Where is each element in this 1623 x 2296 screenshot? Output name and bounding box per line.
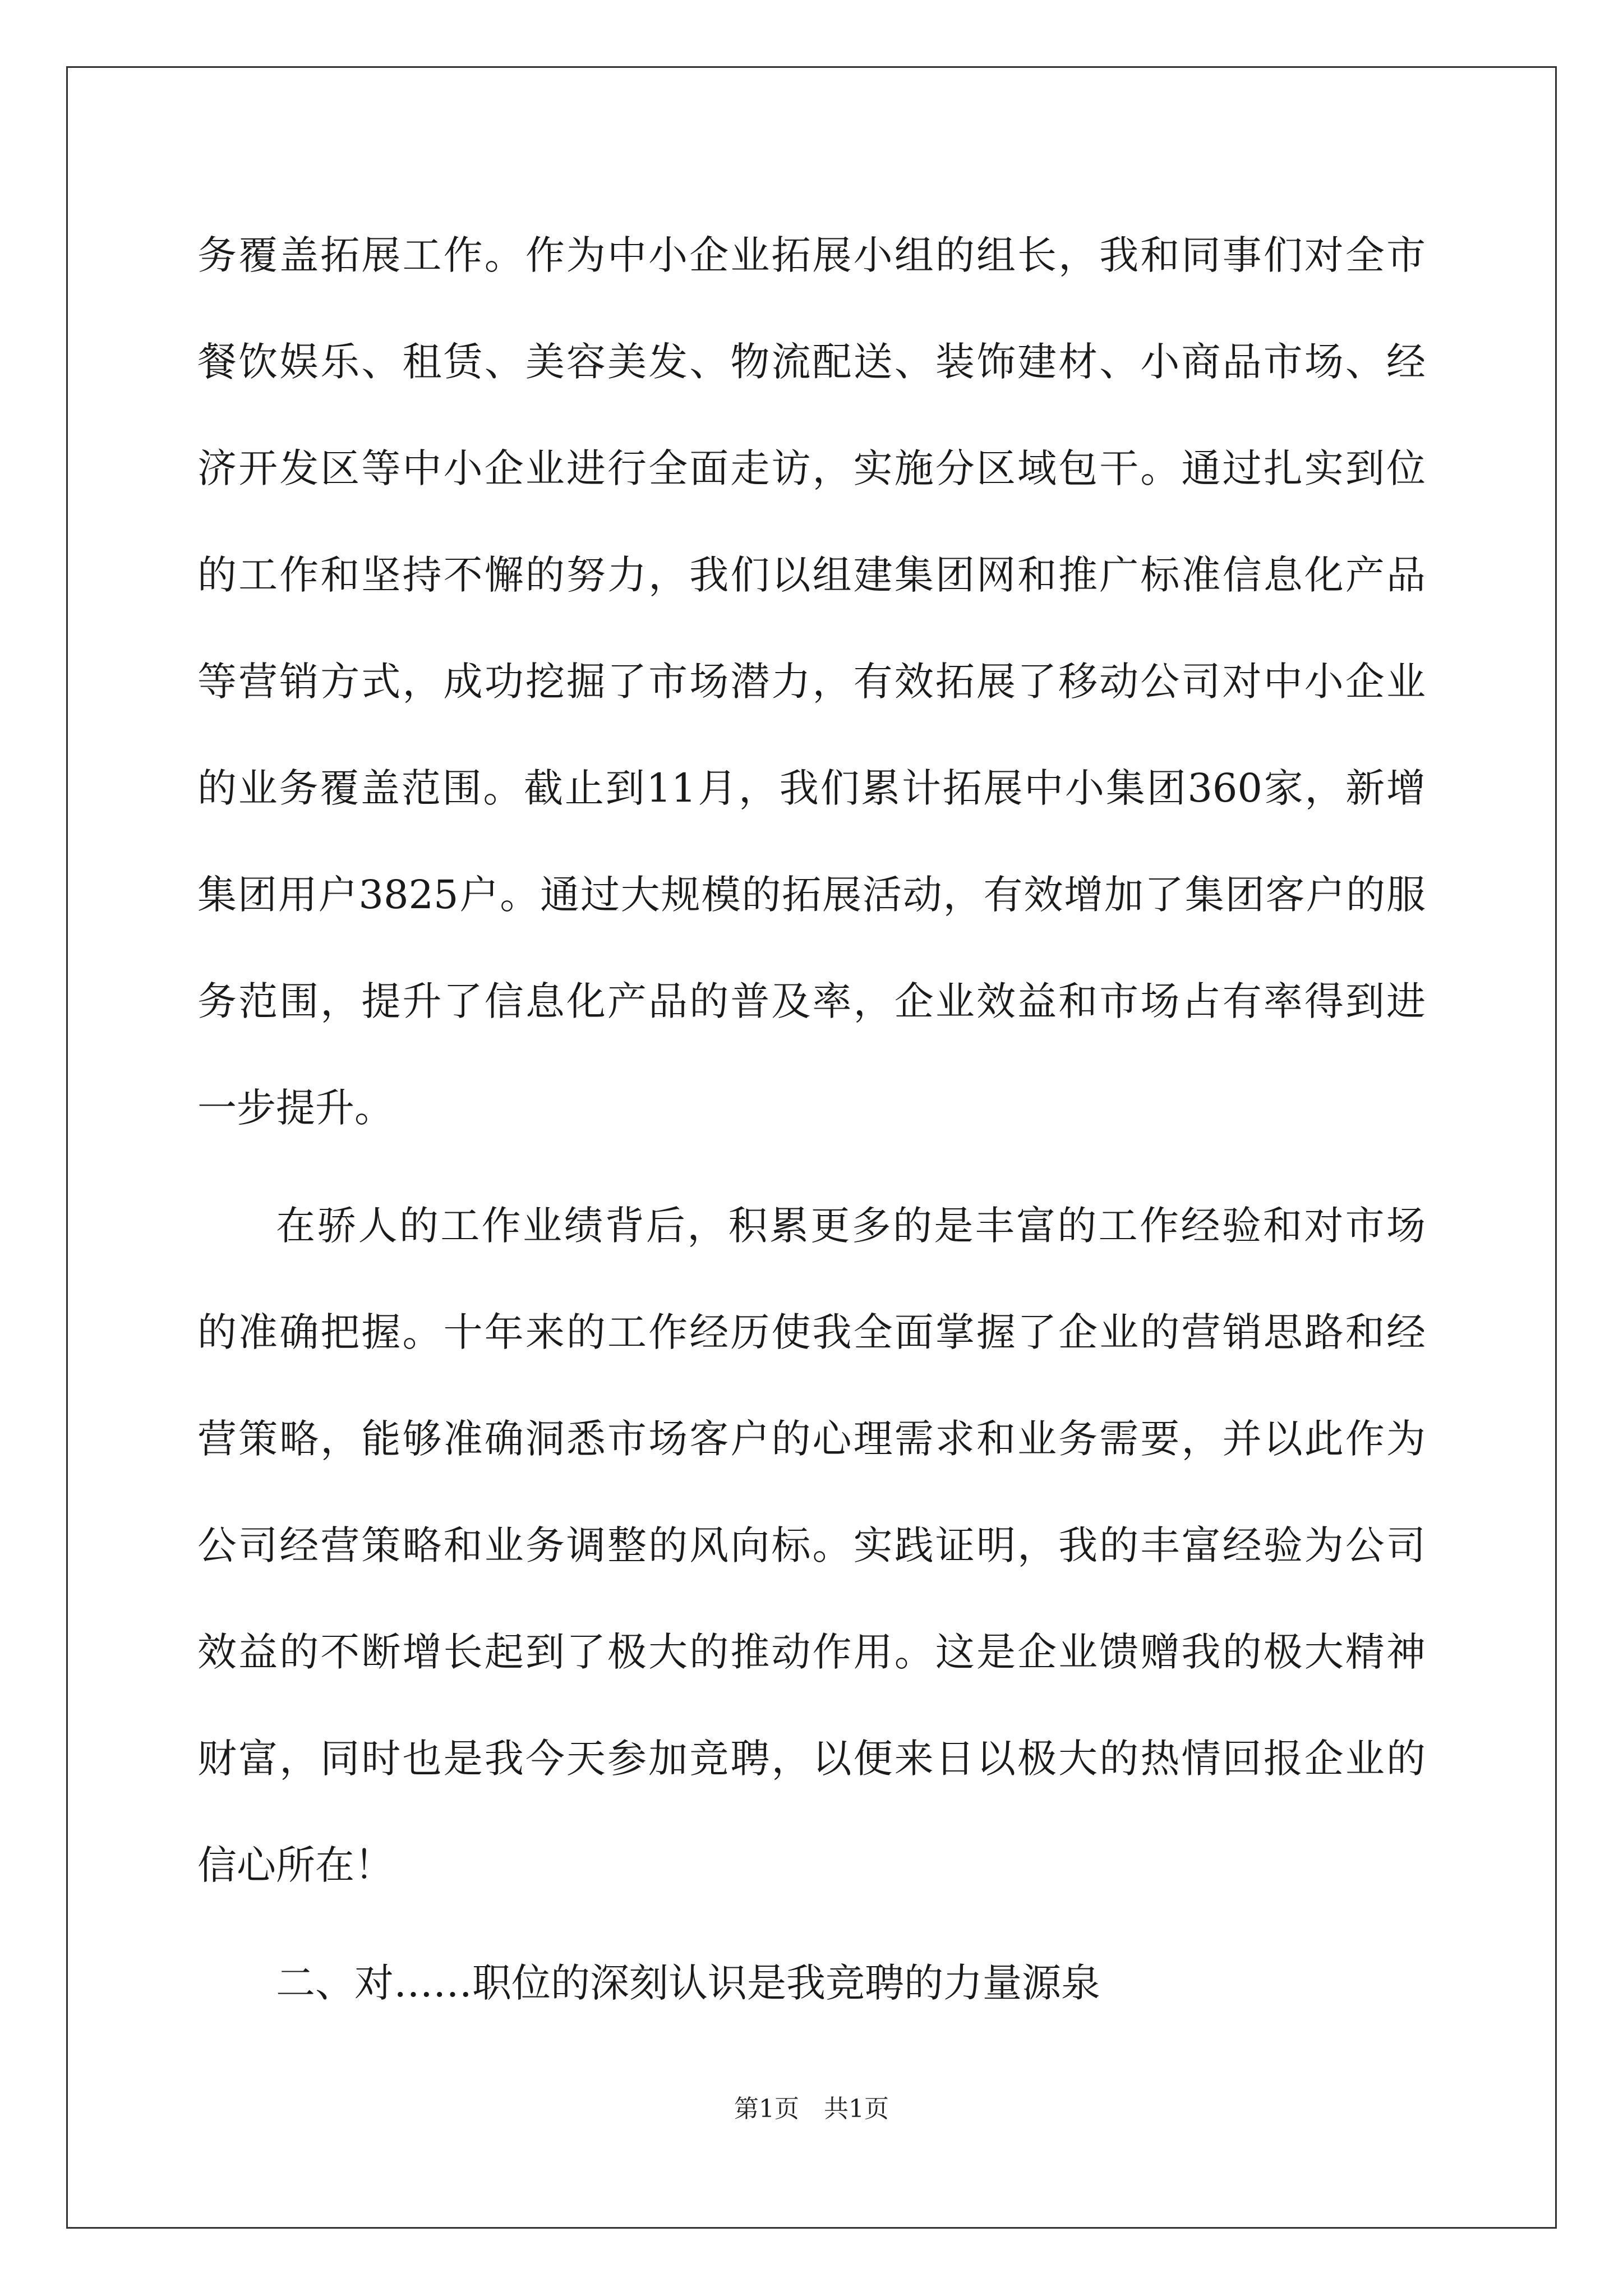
paragraph-line: 济开发区等中小企业进行全面走访，实施分区域包干。通过扎实到位	[197, 445, 1426, 491]
page-indicator: 第1页 共1页	[734, 2095, 889, 2123]
paragraph-1	[197, 202, 1426, 1161]
paragraph-line: 信心所在！	[197, 1842, 394, 1888]
document-body	[197, 202, 1426, 2036]
paragraph-2	[197, 1172, 1426, 1918]
paragraph-line: 务范围，提升了信息化产品的普及率，企业效益和市场占有率得到进	[197, 978, 1426, 1024]
paragraph-line: 营策略，能够准确洞悉市场客户的心理需求和业务需要，并以此作为	[197, 1416, 1426, 1462]
paragraph-line: 的工作和坚持不懈的努力，我们以组建集团网和推广标准信息化产品	[197, 552, 1426, 598]
paragraph-line: 公司经营策略和业务调整的风向标。实践证明，我的丰富经验为公司	[197, 1522, 1426, 1568]
paragraph-line: 一步提升。	[197, 1085, 394, 1131]
paragraph-line: 的准确把握。十年来的工作经历使我全面掌握了企业的营销思路和经	[197, 1309, 1426, 1355]
paragraph-line: 餐饮娱乐、租赁、美容美发、物流配送、装饰建材、小商品市场、经	[197, 339, 1426, 385]
section-heading: 二、对……职位的深刻认识是我竞聘的力量源泉	[276, 1960, 1100, 2006]
paragraph-line: 财富，同时也是我今天参加竞聘，以便来日以极大的热情回报企业的	[197, 1736, 1426, 1782]
paragraph-line: 集团用户3825户。通过大规模的拓展活动，有效增加了集团客户的服	[197, 872, 1426, 918]
paragraph-line: 效益的不断增长起到了极大的推动作用。这是企业馈赠我的极大精神	[197, 1629, 1426, 1675]
paragraph-line: 在骄人的工作业绩背后，积累更多的是丰富的工作经验和对市场	[276, 1203, 1426, 1249]
paragraph-line: 的业务覆盖范围。截止到11月，我们累计拓展中小集团360家，新增	[197, 765, 1426, 811]
paragraph-line: 务覆盖拓展工作。作为中小企业拓展小组的组长，我和同事们对全市	[197, 232, 1426, 278]
paragraph-line: 等营销方式，成功挖掘了市场潜力，有效拓展了移动公司对中小企业	[197, 659, 1426, 705]
